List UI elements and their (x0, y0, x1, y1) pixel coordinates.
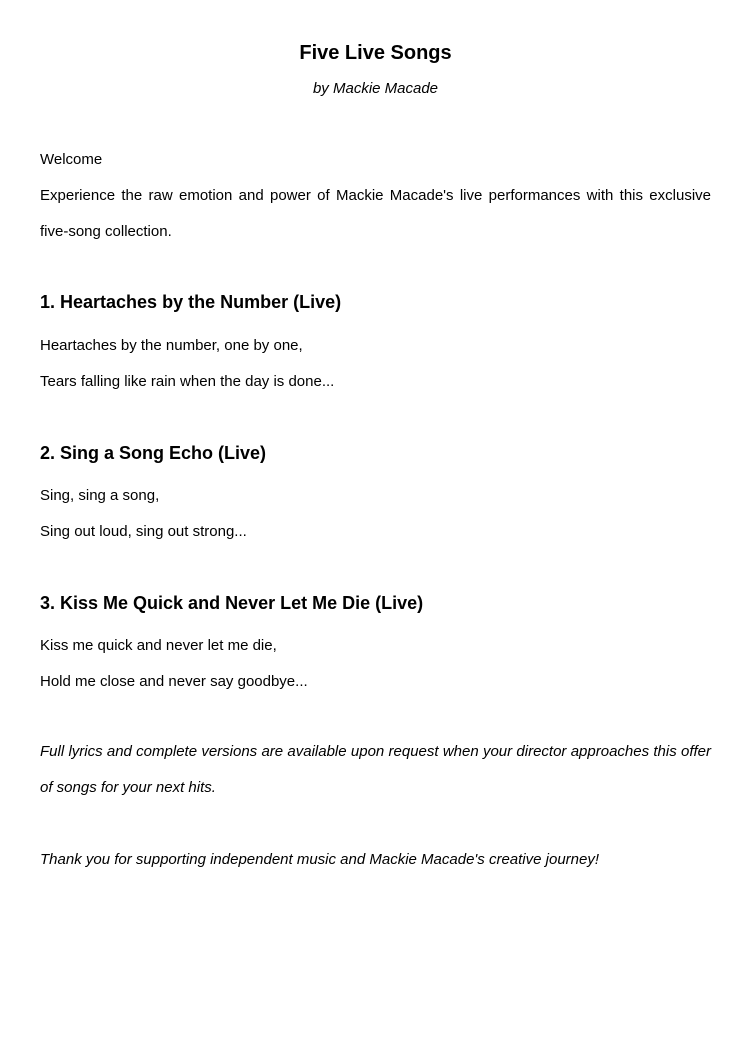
song-3-line-1: Kiss me quick and never let me die, (40, 637, 277, 654)
song-1-line-1: Heartaches by the number, one by one, (40, 337, 303, 354)
song-2-heading: 2. Sing a Song Echo (Live) (40, 443, 267, 463)
welcome-heading: Welcome (40, 151, 103, 168)
song-1-heading: 1. Heartaches by the Number (Live) (40, 292, 342, 312)
song-3-line-2: Hold me close and never say goodbye... (40, 673, 308, 690)
song-2-line-2: Sing out loud, sing out strong... (40, 523, 247, 540)
song-3-heading: 3. Kiss Me Quick and Never Let Me Die (Live) (40, 593, 424, 613)
thanks-note: Thank you for supporting independent music and Mackie Macade's creative journey! (40, 851, 600, 868)
document-title: Five Live Songs (299, 42, 452, 64)
song-1-line-2: Tears falling like rain when the day is done... (40, 373, 335, 390)
intro-paragraph: Experience the raw emotion and power of Mackie Macade's live performances with this exclusive five-song collection. (40, 187, 711, 240)
song-2-line-1: Sing, sing a song, (40, 487, 160, 504)
document-byline: by Mackie Macade (312, 80, 439, 97)
availability-note: Full lyrics and complete versions are available upon request when your director approaches this offer of songs for your next hits. (40, 743, 711, 796)
